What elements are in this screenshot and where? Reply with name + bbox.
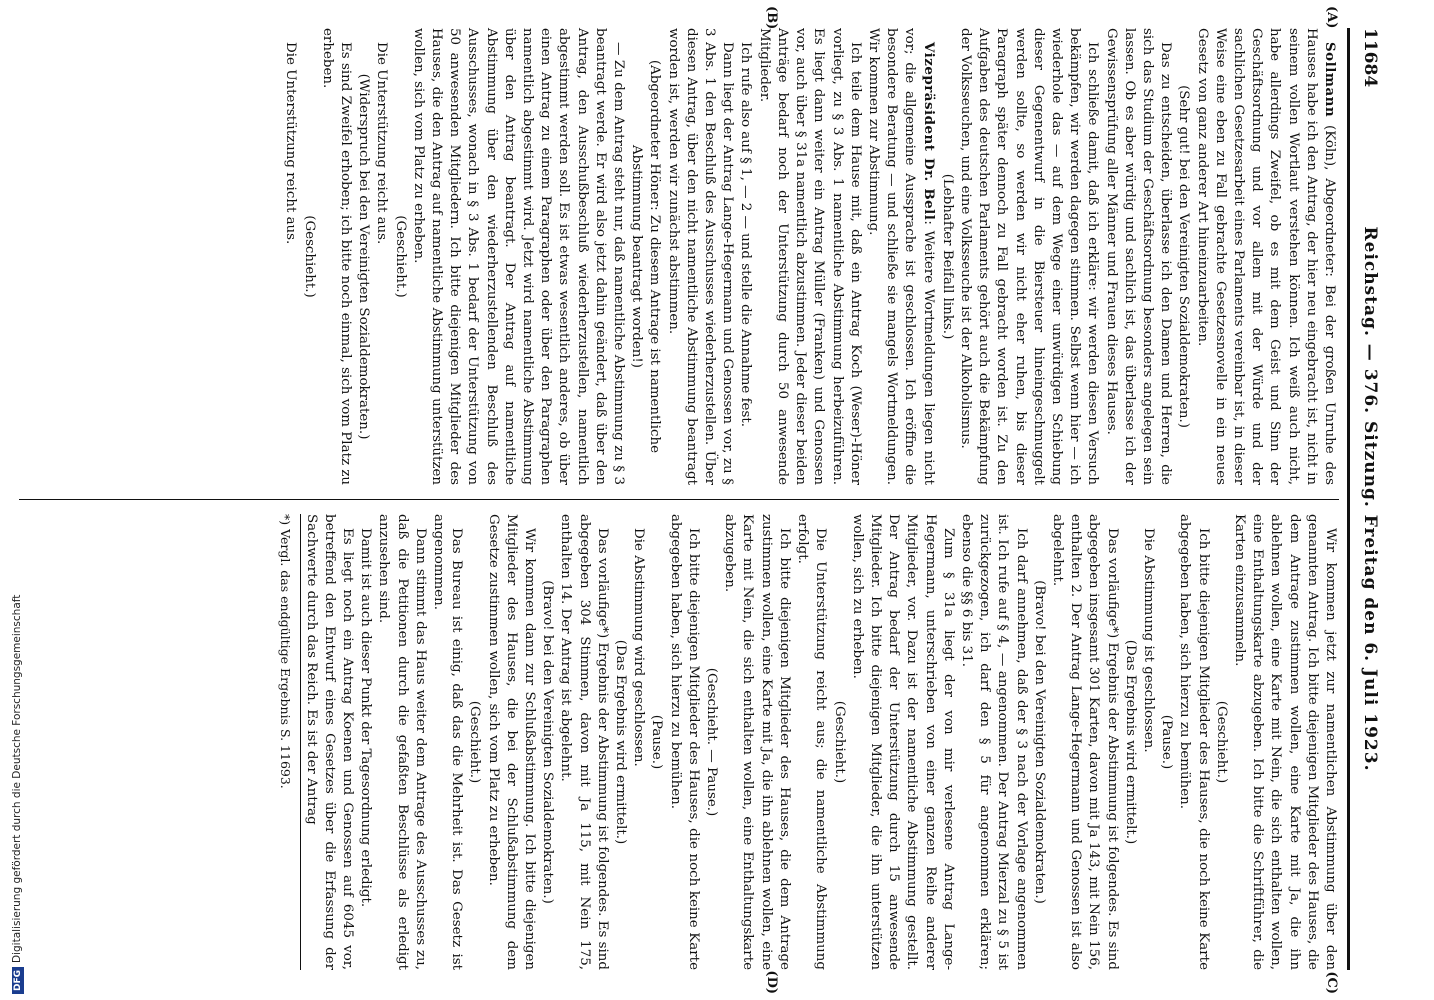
paragraph [665, 514, 701, 970]
paragraph-text: Wir kommen dann zur Schlußabstimmung. Ich bitte diejenigen Mitglieder des Hauses, die bei der Schlußabstimmung dem Gesetze zustimmen wollen, sich vom Platz zu erheben. [485, 514, 538, 970]
paragraph [372, 28, 390, 485]
stage-direction [611, 514, 629, 970]
paragraph [629, 514, 647, 970]
paragraph [374, 514, 429, 970]
paragraph [318, 28, 354, 485]
stage-direction [299, 28, 317, 485]
paragraph-text: Es sind Zweifel erhoben; ich bitte noch einmal, sich vom Platz zu erheben. [319, 28, 354, 485]
margin-letter-b: (B) [764, 6, 779, 30]
paragraph [1175, 514, 1211, 970]
paragraph-text: (Bravo! bei den Vereinigten Sozialdemokraten.) [1031, 580, 1047, 904]
paragraph-text: Dann stimmt das Haus weiter dem Antrage des Ausschusses zu, daß die Petitionen durch die gefaßten Beschlüsse als erledigt anzusehen sind. [376, 514, 428, 970]
paragraph-text: (Köln), Abgeordneter: Bei der großen Unruhe des Hauses habe ich den Antrag, der hier neu eingebracht ist, nicht in seinem vollen Wortlaut verstehen können. Ich weiß auch nicht, habe allerdings Zweifel, ob es mit dem Geist und Sinn der Geschäftsordnung und vor allem mit der Würde und der sachlichen Gesetzesarbeit eines Parlaments vereinbar ist, in dieser Weise eine eben zu Fall gebrachte Gesetzesnovelle in ein neues Gesetz von ganz anderer Art hineinzuarbeiten. [1194, 28, 1337, 485]
paragraph-text: Ich bitte diejenigen Mitglieder des Hauses, die noch keine Karte abgegeben haben, sich hierzu zu bemühen. [667, 514, 701, 970]
speaker-name: Sollmann [1322, 42, 1338, 118]
paragraph [1230, 514, 1339, 970]
footnote: *) Vergl. das endgültige Ergebnis S. 11693. [276, 514, 301, 970]
stage-direction [829, 514, 847, 970]
stage-direction [938, 28, 956, 485]
stage-direction [1212, 514, 1230, 970]
paragraph [409, 28, 627, 485]
stage-direction [390, 28, 408, 485]
paragraph [755, 28, 864, 485]
paragraph-text: (Pause.) [649, 714, 665, 770]
speaker-name: Vizepräsident Dr. Bell [920, 42, 937, 221]
paragraph-text: Wir kommen jetzt zur namentlichen Abstimmung über den genannten Antrag. Ich bitte diejenigen Mitglieder des Hauses, die dem Antrage zustimmen wollen, eine Karte mit Ja, die ihn ablehnen wollen, eine Karte mit Nein, die sich enthalten wollen, eine Enthaltungskarte abzugeben. Ich bitte die Schriftführer, die Karten einzusammeln. [1231, 514, 1338, 970]
paragraph [956, 28, 1102, 485]
paragraph-text: Dann liegt der Antrag Lange-Hegermann und Genossen vor, zu § 3 Abs. 1 den Beschluß des Ausschusses wiederherzustellen. Über diesen Antrag, über den nicht namentliche Abstimmung beantragt worden ist, werden wir zunächst abstimmen. [665, 28, 736, 485]
paragraph-text: (Geschieht.) [392, 215, 408, 298]
paragraph-text: : Weitere Wortmeldungen liegen nicht vor; die allgemeine Aussprache ist geschlossen. Ich eröffne die besondere Beratung — und schließe sie mangels Wortmeldungen. Wir kommen zur Abstimmung. [865, 28, 936, 485]
paragraph-text: Das Bureau ist einig, daß das die Mehrheit ist. Das Gesetz ist angenommen. [431, 514, 465, 970]
paragraph-text: Das zu entscheiden, überlasse ich den Damen und Herren, die sich das Studium der Geschäftsordnung besonders angelegen sein lassen. Ob es aber würdig und sachlich ist, das überlasse ich der Gewissensprüfung aller Männer und Frauen dieses Hauses. [1103, 28, 1174, 485]
paragraph-text: Zum § 31a liegt der von mir verlesene Antrag Lange-Hegermann, unterschrieben von einer ganzen Reihe anderer Mitglieder, vor. Dazu ist der namentliche Abstimmung gestellt. Der Antrag bedarf der Unterstützung durch 15 anwesende Mitglieder. Ich bitte diejenigen Mitglieder, die ihn unterstützen wollen, sich zu erheben. [849, 514, 956, 970]
paragraph-text: Das vorläufige*) Ergebnis der Abstimmung ist folgendes. Es sind abgegeben insgesamt 301 Karten, davon mit Ja 143, mit Nein 156, enthalten 2. Der Antrag Lange-Hegermann und Genossen ist also abgelehnt. [1049, 514, 1120, 970]
paragraph-text: (Pause.) [1159, 714, 1175, 770]
paragraph [848, 514, 957, 970]
paragraph-text: Ich teile dem Hause mit, daß ein Antrag Koch (Weser)-Höner vorliegt, zu § 3 Abs. 1 namentliche Abstimmung herbeizuführen. Es liegt dann weiter ein Antrag Müller (Franken) und Genossen vor, auch über § 31a namentlich abzustimmen. Jeder dieser beiden Anträge bedarf noch der Unterstützung durch 50 anwesende Mitglieder. [756, 28, 863, 485]
paragraph-text: (Bravo! bei den Vereinigten Sozialdemokraten.) [540, 580, 556, 904]
paragraph-text: (Das Ergebnis wird ermittelt.) [1122, 639, 1138, 845]
dfg-logo: DFG [12, 967, 24, 994]
stage-direction [354, 28, 372, 485]
paragraph [301, 514, 356, 970]
paragraph-text: Ich bitte diejenigen Mitglieder des Hauses, die dem Antrage zustimmen wollen, eine Karte mit Ja, die ihn ablehnen wollen, eine Karte mit Nein, die sich enthalten wollen, eine Enthaltungskarte abzugeben. [722, 514, 792, 970]
paragraph-text: Die Abstimmung ist geschlossen. [1140, 528, 1156, 753]
stage-direction [647, 514, 665, 970]
paragraph-text: (Geschieht. — Pause.) [704, 667, 720, 817]
paragraph-text: (Geschieht.) [467, 700, 483, 784]
stage-direction [627, 28, 663, 485]
page-header [1347, 28, 1384, 970]
paragraph-text: Die Unterstützung reicht aus. [374, 42, 390, 245]
paragraph-text: Ich rufe also auf § 1, — 2 — und stelle die Annahme fest. [738, 42, 754, 427]
paragraph [864, 28, 938, 485]
paragraph-text: Ich schließe damit, daß ich erkläre: wir werden diesen Versuch bekämpfen, wir werden dagegen stimmen. Selbst wenn hier — ich wiederhole das — auf dem Wege einer unwürdigen Schiebung dieser Gegenentwurf in die Biersteuer hineingeschmuggelt werden sollte, so werden wir nicht eher ruhen, bis dieser Paragraph später dennoch zu Fall gebracht worden ist. Zu den Aufgaben des deutschen Parlaments gehört auch die Bekämpfung der Volksseuchen, und eine Volksseuche ist der Alkoholismus. [957, 28, 1101, 485]
stage-direction [1157, 514, 1175, 970]
paragraph [429, 514, 465, 970]
paragraph [356, 514, 374, 970]
paragraph-text: (Das Ergebnis wird ermittelt.) [613, 639, 629, 845]
margin-letter-a: (A) [1324, 6, 1339, 29]
margin-letter-d: (D) [764, 970, 779, 994]
paragraph [957, 514, 1030, 970]
paragraph-text: Ich bitte diejenigen Mitglieder des Hauses, die noch keine Karte abgegeben haben, sich hierzu zu bemühen. [1177, 514, 1211, 970]
page-number: 11684 [1360, 28, 1380, 88]
paragraph-text: Ich darf annehmen, daß der § 3 nach der Vorlage angenommen ist. Ich rufe auf § 4, — angenommen. Der Antrag Mierzal zu § 5 ist zurückgezogen, ich darf den § 5 für angenommen erklären; ebenso die §§ 6 bis 31. [958, 514, 1029, 970]
paragraph-text: (Sehr gut! bei den Vereinigten Sozialdemokraten.) [1176, 85, 1192, 428]
paragraph [1048, 514, 1121, 970]
running-title: Reichstag. — 376. Sitzung. Freitag den 6. Juli 1923. [1360, 226, 1380, 772]
left-column [19, 28, 1339, 499]
stage-direction [465, 514, 483, 970]
paragraph [281, 28, 299, 485]
paragraph-text: Die Unterstützung reicht aus. [283, 42, 299, 245]
paragraph-text: (Lebhafter Beifall links.) [939, 173, 955, 340]
right-column [19, 499, 1339, 970]
paragraph-text: Die Abstimmung wird geschlossen. [631, 528, 647, 767]
stage-direction [1030, 514, 1048, 970]
paragraph-text: Damit ist auch dieser Punkt der Tagesordnung erledigt. [358, 528, 374, 908]
paragraph-text: (Geschieht.) [831, 700, 847, 784]
paragraph-text: Die Unterstützung reicht aus; die namentliche Abstimmung erfolgt. [795, 514, 829, 970]
text-columns [19, 6, 1339, 994]
paragraph-text: (Geschieht.) [1213, 700, 1229, 784]
paragraph [663, 28, 736, 485]
stage-direction [1121, 514, 1139, 970]
funding-credit-text: Digitalisierung gefördert durch die Deutsche Forschungsgemeinschaft [11, 594, 23, 963]
paragraph-text: Das vorläufige*) Ergebnis der Abstimmung ist folgendes. Es sind abgegeben 304 Stimmen, davon mit Ja 115, mit Nein 175, enthalten 14. Der Antrag ist abgelehnt. [558, 514, 610, 970]
paragraph-text: — Zu dem Antrag steht nur, daß namentliche Abstimmung zu § 3 beantragt werde. Er wird also jetzt dahin geändert, daß über den Antrag, den Ausschußbeschluß wiederherzustellen, namentlich abgestimmt werden soll. Es ist etwas wesentlich anderes, ob über einen Antrag zu einem Paragraphen oder über den Paragraphen namentlich abgestimmt wird. Jetzt wird namentliche Abstimmung über den Antrag beantragt. Der Antrag auf namentliche Abstimmung über den wiederherzustellenden Beschluß des Ausschusses, wonach in § 3 Abs. 1 bedarf der Unterstützung von 50 anwesenden Mitgliedern. Ich bitte diejenigen Mitglieder des Hauses, die den Antrag auf namentliche Abstimmung unterstützen wollen, sich vom Platz zu erheben. [410, 28, 627, 485]
stage-direction [702, 514, 720, 970]
paragraph-text: (Widerspruch bei den Vereinigten Sozialdemokraten.) [356, 73, 372, 440]
paragraph [1192, 28, 1339, 485]
paragraph [720, 514, 793, 970]
paragraph [483, 514, 538, 970]
paragraph [793, 514, 829, 970]
paragraph [1101, 28, 1174, 485]
stage-direction [538, 514, 556, 970]
margin-letter-c: (C) [1324, 971, 1339, 994]
paragraph [736, 28, 754, 485]
funding-credit [11, 595, 24, 994]
paragraph-text: (Geschieht.) [301, 215, 317, 298]
paragraph-text: (Abgeordneter Höner: Zu diesem Antrage ist namentliche Abstimmung beantragt worden!) [629, 59, 663, 454]
paragraph [1139, 514, 1157, 970]
paragraph-text: Es liegt noch ein Antrag Koenen und Genossen auf 6045 vor, betreffend den Entwurf eines Gesetzes über die Erfassung der Sachwerte durch das Reich. Es ist der Antrag [303, 514, 356, 970]
stage-direction [1174, 28, 1192, 485]
paragraph [556, 514, 611, 970]
